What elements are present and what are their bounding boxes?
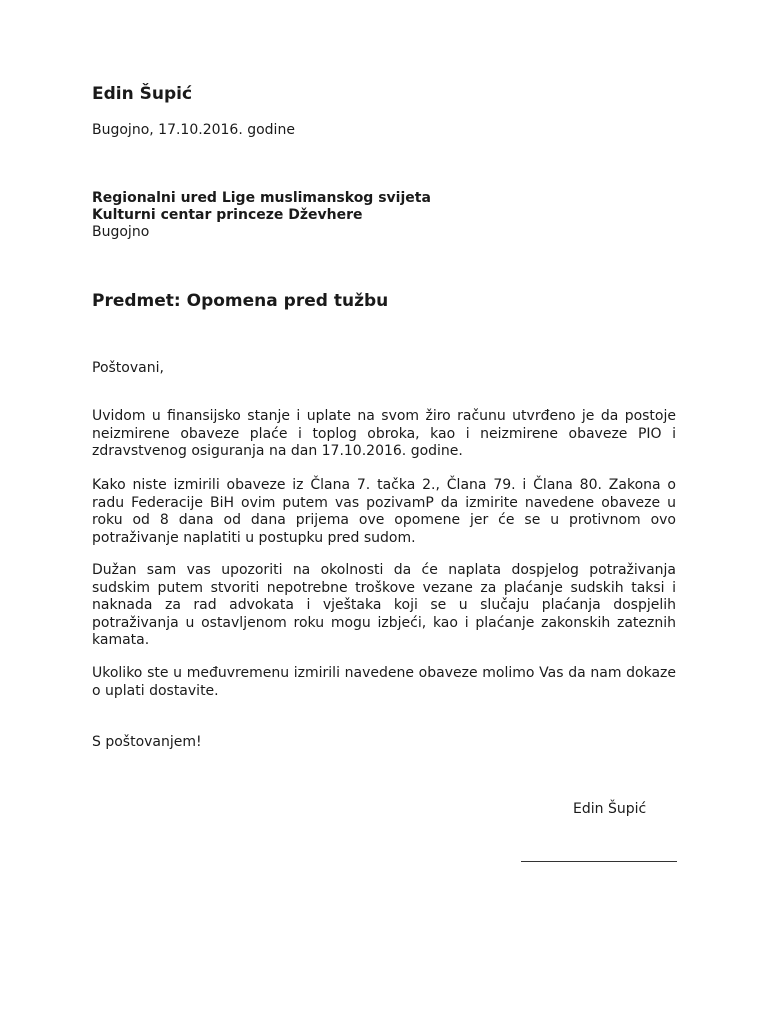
recipient-line-2: Kulturni centar princeze Dževhere — [92, 207, 363, 223]
recipient-block — [92, 190, 431, 241]
recipient-line-3: Bugojno — [92, 224, 150, 240]
recipient-line-1: Regionalni ured Lige muslimanskog svijeta — [92, 190, 431, 206]
subject-heading: Predmet: Opomena pred tužbu — [92, 291, 389, 311]
greeting: Poštovani, — [92, 360, 164, 376]
sender-name: Edin Šupić — [92, 84, 193, 104]
body-paragraph-2: Kako niste izmirili obaveze iz Člana 7. tačka 2., Člana 79. i Člana 80. Zakona o radu Federacije BiH ovim putem vas pozivamP da izmirite navedene obaveze u roku od 8 dana od dana prijema ove opomene jer će se u protivnom ovo potraživanje naplatiti u postupku pred sudom. — [92, 477, 676, 546]
body-paragraph-3: Dužan sam vas upozoriti na okolnosti da će naplata dospjelog potraživanja sudskim putem stvoriti nepotrebne troškove vezane za plaćanje sudskih taksi i naknada za rad advokata i vještaka koji se u slučaju plaćanja dospjelih potraživanja u ostavljenom roku mogu izbjeći, kao i plaćanje zakonskih zateznih kamata. — [92, 562, 676, 648]
body-paragraph-4: Ukoliko ste u međuvremenu izmirili navedene obaveze molimo Vas da nam dokaze o uplati dostavite. — [92, 665, 676, 699]
signature-line — [521, 851, 677, 862]
place-date: Bugojno, 17.10.2016. godine — [92, 122, 295, 138]
signer-name: Edin Šupić — [573, 801, 647, 817]
body-paragraph-1: Uvidom u finansijsko stanje i uplate na svom žiro računu utvrđeno je da postoje neizmirene obaveze plaće i toplog obroka, kao i neizmirene obaveze PIO i zdravstvenog osiguranja na dan 17.10.2016. godine. — [92, 408, 676, 459]
closing: S poštovanjem! — [92, 734, 202, 750]
